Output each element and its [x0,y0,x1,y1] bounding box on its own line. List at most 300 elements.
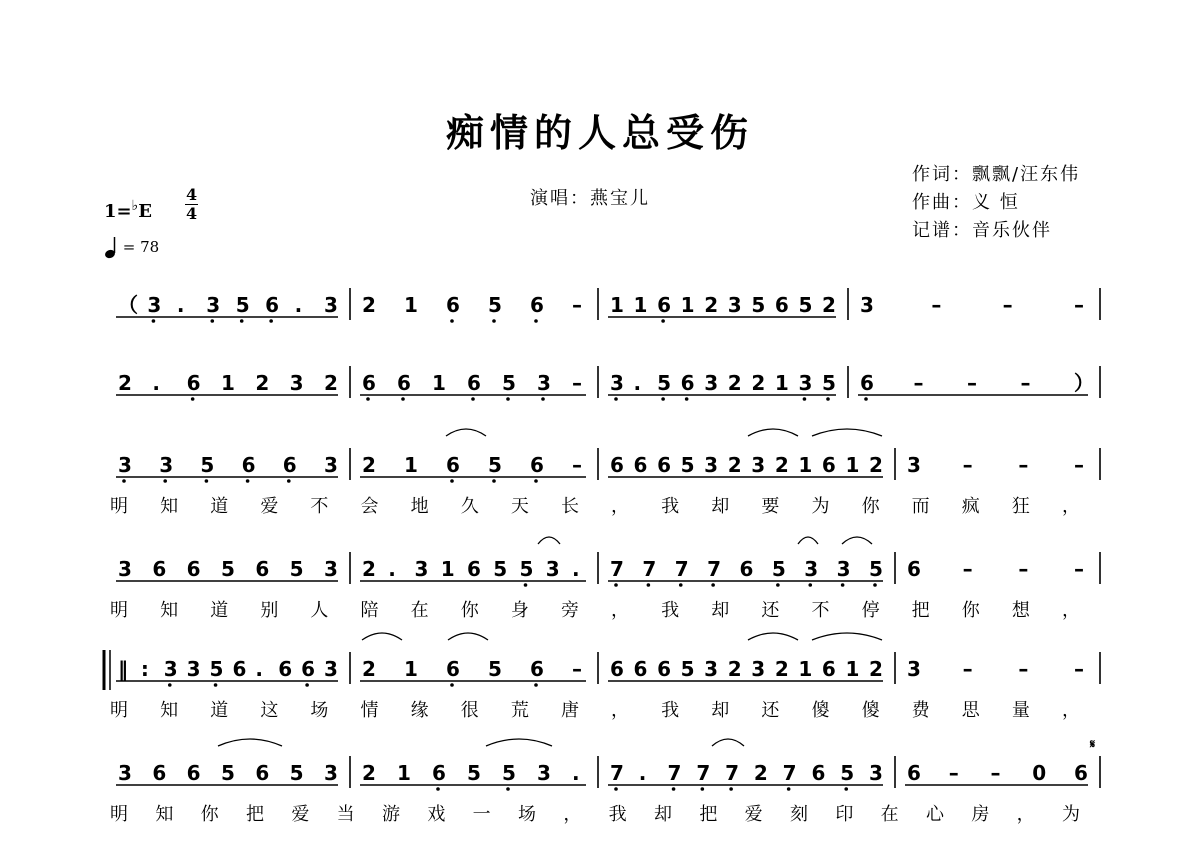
score-note: 6 [907,557,921,581]
lyric-char: 不 [310,496,329,517]
score-note: 2 [362,453,376,477]
score-note: 2 [362,557,376,581]
score-note: 5 [822,371,836,395]
lyric-char: 却 [654,804,672,825]
score-note: 6 [446,657,460,681]
octave-dot [787,787,791,791]
score-note: – [967,371,977,395]
score-note: 3 [704,371,719,395]
score-note: 3 [537,371,551,395]
lyric-char: 为 [1062,804,1080,825]
score-note: 6 [255,557,270,581]
score-note: 1 [404,453,418,477]
score-note: 1 [404,657,418,681]
slur [842,537,872,544]
score-note: – [1018,557,1029,581]
octave-dot [844,787,848,791]
score-note: 6 [152,557,167,581]
score-note: 5 [209,657,224,681]
transcriber-credit: 记谱：音乐伙伴 [912,220,1052,241]
lyric-char: 久 [460,496,479,517]
octave-dot [534,319,538,323]
lyric-char: 却 [711,496,730,517]
score-note: – [1018,657,1029,681]
score-note: 2 [753,761,768,785]
score-note: 5 [840,761,855,785]
score-note: 3 [324,453,338,477]
score-note: 5 [771,557,786,581]
score-note: – [1074,557,1084,581]
score-note: 1 [610,293,624,317]
lyric-char: 费 [911,700,930,721]
score-note: 6 [446,453,460,477]
slur [448,633,488,640]
lyric-char: 却 [711,700,730,721]
lyric-char: 停 [861,600,880,621]
lyric-char: 别 [260,600,279,621]
score-note: 3 [836,557,851,581]
score-note: 5 [467,761,481,785]
score-note: 5 [869,557,883,581]
lyric-char: 缘 [410,700,429,721]
score-note: ） [1074,371,1094,395]
score-note: – [1074,453,1084,477]
composer-credit: 作曲：义 恒 [912,192,1020,213]
slur [486,739,552,746]
score-note: 3 [798,371,813,395]
slur [798,537,818,544]
lyric-char: 我 [661,700,680,721]
octave-dot [401,397,405,401]
slur [218,739,282,746]
score-note: . [388,557,396,581]
octave-dot [679,583,683,587]
lyric-char: 明 [110,496,128,517]
score-note: 6 [610,453,624,477]
lyric-char: 傻 [811,700,830,721]
score-note: 3 [907,657,921,681]
score-note: 7 [610,761,624,785]
score-note: 7 [642,557,657,581]
score-note: . [255,657,263,681]
slur [362,633,402,640]
lyric-char: 荒 [510,700,529,721]
octave-dot [647,583,651,587]
lyric-char: 傻 [861,700,880,721]
score-note: 6 [530,453,544,477]
score-note: 1 [680,293,695,317]
score-note: 5 [200,453,215,477]
score-note: 3 [907,453,921,477]
score-note: 6 [821,453,836,477]
segno-icon: 𝄋 [1090,737,1096,751]
score-note: 3 [804,557,819,581]
score-note: 2 [362,657,376,681]
score-note: 3 [324,761,338,785]
score-note: 2 [751,371,766,395]
score-note: 1 [404,293,418,317]
score-note: 3 [537,761,551,785]
score-note: 6 [241,453,256,477]
score-note: . [294,293,303,317]
lyric-char: 地 [410,496,429,517]
lyric-char: 爱 [744,804,763,825]
score-note: – [1002,293,1013,317]
lyric-char: 唐 [560,700,579,721]
score-note: 0 [1032,761,1047,785]
score-note: 3 [610,371,624,395]
octave-dot [168,683,172,687]
score-note: 3 [704,453,719,477]
score-note: 6 [633,453,648,477]
score-note: 2 [774,453,789,477]
score-note: 3 [751,657,766,681]
octave-dot [661,319,665,323]
score-note: 6 [186,761,201,785]
score-note: – [948,761,959,785]
score-note: 3 [324,293,338,317]
octave-dot [776,583,780,587]
score-note: 6 [255,761,270,785]
score-note: 6 [186,557,201,581]
lyric-char: 我 [661,600,680,621]
octave-dot [541,397,545,401]
score-note: 3 [159,453,174,477]
octave-dot [152,319,156,323]
slur [446,429,486,436]
lyric-char: 爱 [260,496,279,517]
score-note: 6 [530,293,544,317]
score-note: 2 [324,371,338,395]
score-note: – [1074,657,1084,681]
lyric-char: 天 [510,496,529,517]
lyric-char: 明 [110,600,128,621]
score-note: 1 [798,657,813,681]
score-note: 6 [467,557,481,581]
lyric-char: ， [611,700,630,721]
score-note: – [1018,453,1029,477]
score-note: （ [118,293,138,317]
score-note: 2 [869,453,883,477]
score-note: – [913,371,924,395]
slur [812,633,882,640]
score-note: 3 [860,293,874,317]
score-note: – [572,657,582,681]
score-note: . [638,761,647,785]
octave-dot [803,397,807,401]
score-note: 1 [440,557,455,581]
octave-dot [269,319,273,323]
score-note: 6 [657,453,672,477]
lyric-char: 陪 [360,600,379,621]
lyric-char: 一 [472,804,491,825]
score-note: 3 [324,557,338,581]
score-note: 2 [822,293,836,317]
octave-dot [534,479,538,483]
lyric-char: 身 [510,600,529,621]
score-note: 3 [163,657,178,681]
score-note: 6 [432,761,446,785]
score-note: 6 [186,371,201,395]
score-note: 7 [707,557,722,581]
octave-dot [614,397,618,401]
lyric-char: 还 [761,700,780,721]
score-note: 6 [774,293,789,317]
score-note: 3 [118,761,132,785]
score-note: 6 [152,761,167,785]
flat-symbol: ♭ [131,198,139,214]
lyric-char: ， [563,804,582,825]
lyric-char: 情 [360,700,379,721]
lyric-char: 会 [360,496,379,517]
lyric-char: 我 [608,804,627,825]
lyric-char: 把 [699,804,718,825]
score-note: . [572,557,580,581]
lyric-char: 当 [336,804,355,825]
lyric-char: 爱 [291,804,310,825]
score-note: 6 [821,657,836,681]
octave-dot [450,683,454,687]
score-note: 6 [362,371,376,395]
score-note: 6 [633,657,648,681]
score-note: ‖ [118,657,128,681]
score-note: – [572,293,582,317]
score-note: 1 [432,371,446,395]
score-note: – [962,453,973,477]
score-note: – [990,761,1001,785]
octave-dot [492,479,496,483]
lyric-char: ， [611,496,630,517]
score-note: 5 [751,293,766,317]
score-note: 3 [118,453,132,477]
slur [712,739,744,746]
score-note: 5 [519,557,534,581]
octave-dot [191,397,195,401]
score-note: 1 [633,293,648,317]
time-sig-top: 4 [186,185,198,204]
lyric-char: 道 [210,700,229,721]
lyric-char: 明 [110,700,128,721]
score-note: – [572,453,582,477]
score-note: 3 [545,557,560,581]
score-note: 1 [845,453,860,477]
lyric-char: 刻 [790,804,808,825]
score-note: 5 [657,371,672,395]
score-note: – [962,557,973,581]
key-note: E [138,201,152,222]
score-note: 5 [488,657,502,681]
lyric-char: 印 [835,804,854,825]
lyric-char: 你 [200,804,219,825]
lyric-char: 却 [711,600,730,621]
octave-dot [163,479,167,483]
octave-dot [305,683,309,687]
slur [748,429,798,436]
lyric-char: 想 [1011,600,1030,621]
lyricist-credit: 作词：飘飘/汪东伟 [912,164,1081,185]
score-note: . [572,761,580,785]
slur [748,633,798,640]
octave-dot [287,479,291,483]
score-note: 5 [680,657,695,681]
score-note: – [1020,371,1031,395]
score-note: 5 [680,453,695,477]
octave-dot [661,397,665,401]
octave-dot [864,397,868,401]
lyric-char: 你 [460,600,479,621]
lyric-char: 心 [926,804,944,825]
octave-dot [524,583,528,587]
score-note: 2 [362,761,376,785]
score-note: 6 [301,657,316,681]
octave-dot [122,479,126,483]
score-note: 6 [278,657,293,681]
score-note: 2 [727,453,742,477]
score-note: 7 [610,557,624,581]
score-note: 6 [907,761,921,785]
lyric-char: 在 [410,600,429,621]
score-note: 2 [704,293,719,317]
octave-dot [701,787,705,791]
score-note: 5 [798,293,813,317]
lyric-char: 思 [961,700,980,721]
octave-dot [436,787,440,791]
score-note: 6 [530,657,544,681]
score-note: . [152,371,160,395]
time-sig-bottom: 4 [186,204,198,223]
score-note: . [176,293,185,317]
score-note: 6 [265,293,280,317]
octave-dot [711,583,715,587]
octave-dot [492,319,496,323]
octave-dot [614,787,618,791]
lyric-char: 你 [961,600,980,621]
lyric-char: 在 [880,804,899,825]
lyric-char: ， [611,600,630,621]
score-note: 3 [186,657,201,681]
lyric-char: 为 [811,496,830,517]
score-note: 3 [206,293,221,317]
score-note: 2 [362,293,376,317]
singer-credit: 演唱：燕宝儿 [530,188,650,209]
octave-dot [841,583,845,587]
lyric-char: 戏 [427,804,446,825]
score-note: – [1074,293,1084,317]
score-note: 5 [221,761,235,785]
score-note: 6 [680,371,695,395]
octave-dot [672,787,676,791]
octave-dot [210,319,214,323]
lyric-char: 场 [518,804,536,825]
octave-dot [246,479,250,483]
score-note: 7 [725,761,740,785]
octave-dot [205,479,209,483]
lyric-char: 我 [661,496,680,517]
score-note: : [140,657,149,681]
lyric-char: 不 [811,600,830,621]
score-note: 3 [118,557,132,581]
score-note: 5 [235,293,250,317]
octave-dot [506,397,510,401]
score-note: 3 [289,371,304,395]
lyric-char: 把 [911,600,930,621]
lyric-char: 这 [260,700,279,721]
score-note: 6 [232,657,247,681]
score-note: 3 [704,657,719,681]
tempo-value: = 78 [122,238,160,256]
score-note: 1 [798,453,813,477]
octave-dot [214,683,218,687]
lyric-char: 道 [210,600,229,621]
lyric-char: 而 [911,496,930,517]
score-note: 3 [324,657,338,681]
lyric-char: 知 [160,700,179,721]
score-note: 7 [782,761,797,785]
lyric-char: 很 [460,700,479,721]
octave-dot [873,583,877,587]
score-note: 7 [696,761,711,785]
score-note: 5 [488,293,502,317]
score-note: 1 [774,371,789,395]
score-note: 3 [751,453,766,477]
score-note: 2 [727,657,742,681]
score-note: 1 [845,657,860,681]
octave-dot [685,397,689,401]
octave-dot [450,479,454,483]
score-note: 5 [289,557,304,581]
lyric-char: ， [1062,600,1080,621]
score-note: 6 [446,293,460,317]
score-note: 3 [869,761,883,785]
score-note: 1 [221,371,235,395]
score-note: 3 [727,293,742,317]
score-note: 2 [118,371,132,395]
score-note: . [633,371,642,395]
score-note: 6 [657,657,672,681]
lyric-char: ， [1016,804,1035,825]
lyric-char: 量 [1011,700,1030,721]
octave-dot [808,583,812,587]
lyric-char: 知 [155,804,174,825]
lyric-char: 把 [246,804,264,825]
score-note: 3 [147,293,162,317]
octave-dot [450,319,454,323]
score-note: 2 [727,371,742,395]
lyric-char: 旁 [560,600,579,621]
score-note: 3 [414,557,429,581]
score-note: 5 [221,557,235,581]
slur [538,537,560,544]
score-note: 2 [774,657,789,681]
lyric-char: 知 [160,496,179,517]
lyric-char: 要 [761,496,780,517]
lyric-char: ， [1062,700,1080,721]
lyric-char: 疯 [961,496,980,517]
octave-dot [506,787,510,791]
score-note: 5 [289,761,304,785]
score-note: – [931,293,942,317]
octave-dot [240,319,244,323]
score-note: 7 [667,761,682,785]
score-note: – [962,657,973,681]
score-note: 5 [502,371,516,395]
score-note: 1 [397,761,411,785]
lyric-char: 人 [310,600,329,621]
lyric-char: 房 [971,804,990,825]
lyric-char: 知 [160,600,179,621]
octave-dot [366,397,370,401]
score-note: 6 [657,293,672,317]
